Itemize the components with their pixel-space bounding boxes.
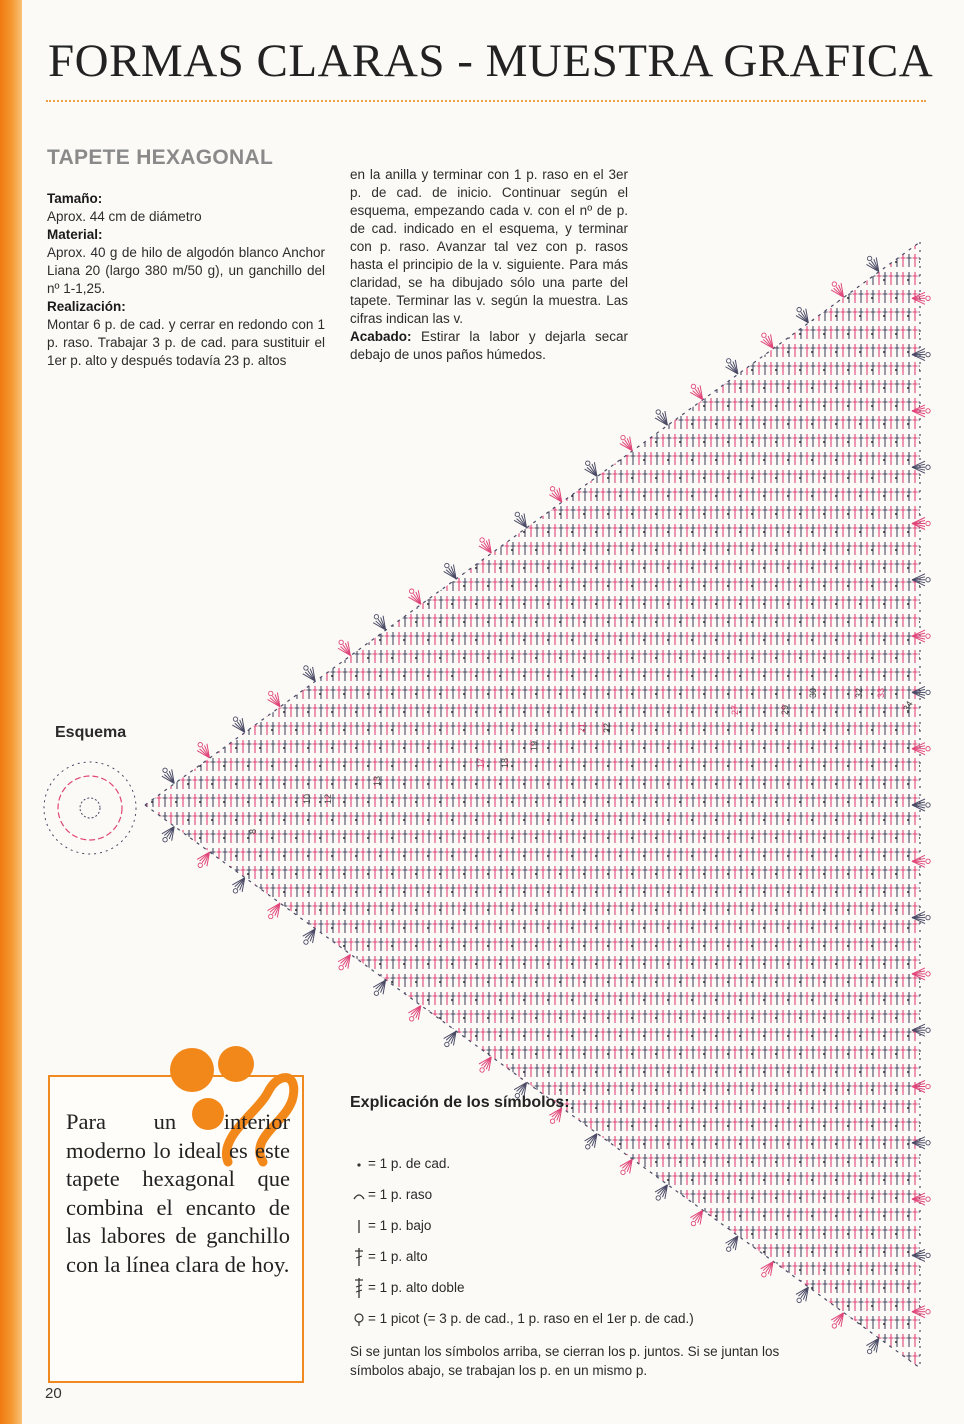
round-number: 17 — [476, 757, 486, 768]
round-number: 21 — [577, 722, 587, 733]
legend-item — [352, 1148, 694, 1179]
legend-item-text: = 1 p. alto — [368, 1249, 428, 1264]
size-label: Tamaño: — [47, 191, 103, 206]
round-number: 12 — [323, 793, 333, 804]
callout-text: Para un interior moderno lo ideal es este tapete hexagonal que combina el encanto de las labores de ganchillo con la línea clara de hoy. — [66, 1109, 290, 1277]
legend-item-text: = 1 p. alto doble — [368, 1280, 465, 1295]
chain-dot-icon — [352, 1154, 366, 1174]
round-number: 22 — [602, 722, 612, 733]
material-label: Material: — [47, 227, 103, 242]
legend-item — [352, 1241, 694, 1272]
round-number: 10 — [302, 793, 312, 804]
legend-item — [352, 1303, 694, 1334]
legend-item-text: = 1 p. bajo — [368, 1218, 432, 1233]
realization-label: Realización: — [47, 299, 126, 314]
round-number: 33 — [876, 687, 886, 698]
round-number: 8 — [248, 828, 258, 834]
legend-item — [352, 1272, 694, 1303]
page-title: FORMAS CLARAS - MUESTRA GRAFICA — [48, 35, 934, 87]
round-number: 34 — [901, 699, 915, 713]
treble-crochet-cross-icon — [352, 1278, 366, 1298]
realization-text-part2: en la anilla y terminar con 1 p. raso en el 3er p. de cad. de inicio. Continuar según el esquema, empezando cada v. con el nº de p. de cad. indicado en el esquema, y terminar con p. raso. Avanzar tal vez con p. rasos hasta el principio de la v. siguiente. Para más claridad, se ha dibujado sólo una parte del tapete. Terminar las v. según la muestra. Las cifras indican las v. — [350, 167, 628, 326]
finishing-label: Acabado: — [350, 329, 412, 344]
page-number: 20 — [45, 1385, 62, 1402]
round-number: 32 — [854, 687, 864, 698]
legend-item — [352, 1179, 694, 1210]
double-crochet-cross-icon — [352, 1247, 366, 1267]
legend-list — [352, 1148, 694, 1334]
legend-item — [352, 1210, 694, 1241]
schema-label: Esquema — [55, 724, 127, 741]
finishing-text: Estirar la labor y dejarla secar debajo de unos paños húmedos. — [350, 329, 628, 362]
legend-item-text: = 1 p. raso — [368, 1187, 433, 1202]
realization-text-part1: Montar 6 p. de cad. y cerrar en redondo con 1 p. raso. Trabajar 3 p. de cad. para sustituir el 1er p. alto y después todavía 23 p. altos — [47, 317, 325, 368]
legend-item-text: = 1 picot (= 3 p. de cad., 1 p. raso en el 1er p. de cad.) — [368, 1311, 694, 1326]
legend-item-text: = 1 p. de cad. — [368, 1156, 451, 1171]
material-text: Aprox. 40 g de hilo de algodón blanco Anchor Liana 20 (largo 380 m/50 g), un ganchillo del nº 1-1,25. — [47, 245, 325, 296]
round-number: 30 — [808, 687, 818, 698]
round-number: 18 — [500, 757, 510, 768]
picot-loop-icon — [352, 1309, 366, 1329]
legend-title: Explicación de los símbolos: — [350, 1094, 570, 1111]
round-number: 29 — [780, 704, 790, 715]
single-crochet-bar-icon — [352, 1216, 366, 1236]
pattern-heading: TAPETE HEXAGONAL — [47, 146, 274, 169]
round-number: 13 — [372, 775, 382, 786]
size-text: Aprox. 44 cm de diámetro — [47, 209, 202, 224]
round-number: 19 — [529, 740, 539, 751]
slip-stitch-arc-icon — [352, 1185, 366, 1205]
round-number: 27 — [730, 704, 740, 715]
legend-note: Si se juntan los símbolos arriba, se cierran los p. juntos. Si se juntan los símbolos abajo, se trabajan los p. en un mismo p. — [350, 1344, 780, 1378]
diagram-center-ring — [44, 762, 136, 854]
